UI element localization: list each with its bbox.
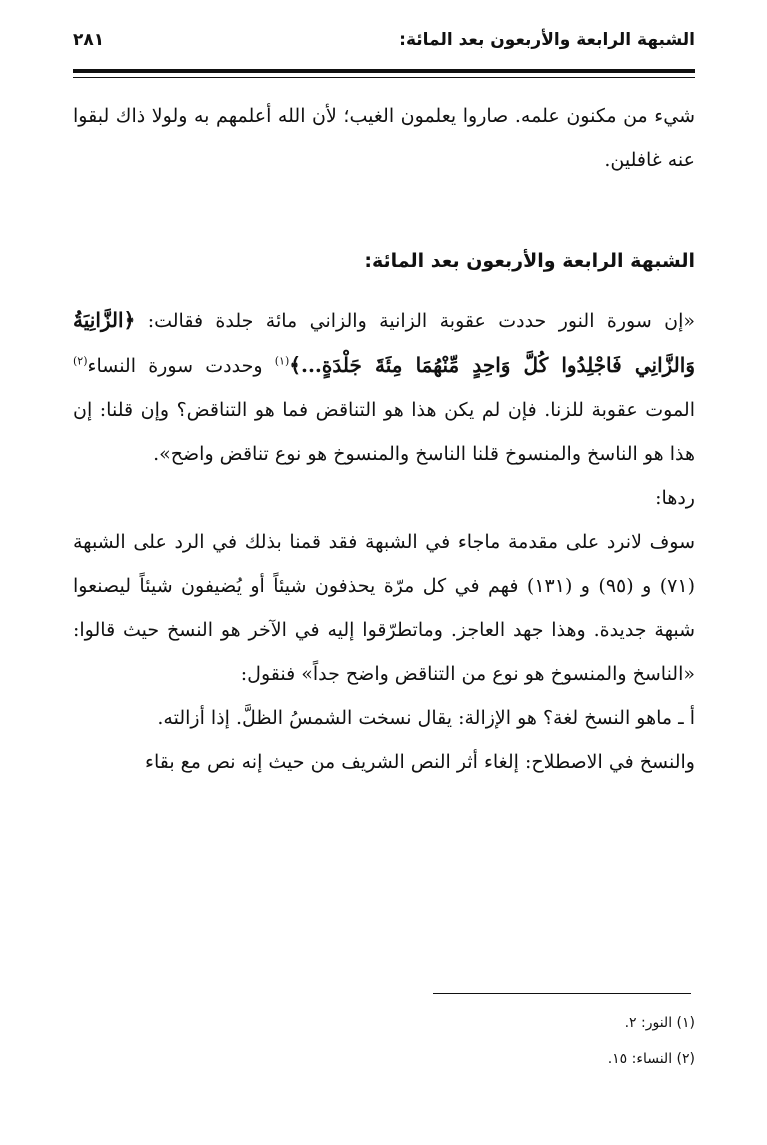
running-title: الشبهة الرابعة والأربعون بعد المائة: [399,30,695,50]
footnote: (١) النور: ٢. [624,1015,695,1031]
page-header [73,24,695,60]
reply-label: ردها: [655,487,695,509]
header-rule-thin [73,77,695,78]
footnote-ref-1: (١) [274,354,290,368]
footnote-separator [433,993,691,994]
quote-continuation-2: الموت عقوبة للزنا. فإن لم يكن هذا هو التناقض فما هو التناقض؟ وإن قلنا: إن هذا هو الناسخ والمنسوخ قلنا الناسخ والمنسوخ هو نوع تناقض واضح». [73,399,695,465]
footnotes [73,1005,695,1077]
section-heading: الشبهة الرابعة والأربعون بعد المائة: [364,250,695,272]
paragraph: شيء من مكنون علمه. صاروا يعلمون الغيب؛ لأن الله أعلمهم به ولولا ذاك لبقوا عنه غافلين. [73,105,695,171]
quote-continuation: وحددت سورة النساء [87,355,263,377]
paragraph: سوف لانرد على مقدمة ماجاء في الشبهة فقد قمنا بذلك في الرد على الشبهة (٧١) و (٩٥) و (١٣١) فهم في كل مرّة يحذفون شيئاً أو يُضيفون شيئاً ليصنعوا شبهة جديدة. وهذا جهد العاجز. وماتطرّقوا إليه في الآخر هو النسخ حيث قالوا: «الناسخ والمنسوخ هو نوع من التناقض واضح جداً» فنقول: [73,531,695,685]
paragraph: أ ـ ماهو النسخ لغة؟ هو الإزالة: يقال نسخت الشمسُ الظلَّ. إذا أزالته. [157,707,695,729]
footnote: (٢) النساء: ١٥. [607,1051,695,1067]
page-number: ٢٨١ [73,30,105,50]
quote-intro: «إن سورة النور حددت عقوبة الزانية والزاني مائة جلدة فقالت: [147,310,695,332]
paragraph-quote [73,298,695,476]
main-text [73,94,695,784]
quran-verse: ﴿الزَّانِيَةُ وَالزَّانِي فَاجْلِدُوا كُلَّ وَاحِدٍ مِّنْهُمَا مِئَةَ جَلْدَةٍ...﴾ [73,308,695,377]
paragraph: والنسخ في الاصطلاح: إلغاء أثر النص الشريف من حيث إنه نص مع بقاء [145,751,695,773]
header-rule-thick [73,69,695,73]
footnote-ref-2: (٢) [73,354,88,368]
